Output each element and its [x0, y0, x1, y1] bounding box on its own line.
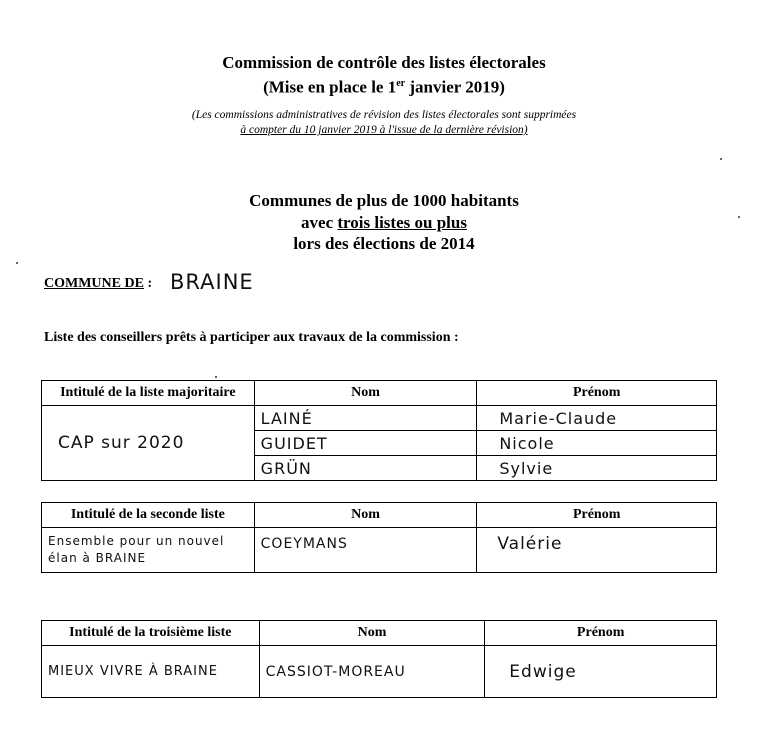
- nom-cell: CASSIOT-MOREAU: [259, 646, 485, 698]
- prenom-cell: Marie-Claude: [477, 406, 717, 431]
- table-heading: Intitulé de la seconde liste: [42, 503, 255, 528]
- list-name-cell: MIEUX VIVRE À BRAINE: [42, 646, 260, 698]
- table-second-list: [41, 502, 717, 573]
- commune-value: BRAINE: [170, 270, 254, 294]
- subtitle-line-2: avec trois listes ou plus: [301, 213, 467, 232]
- nom-cell: COEYMANS: [254, 528, 477, 573]
- nom-cell: GUIDET: [254, 431, 477, 456]
- table-third-list: [41, 620, 717, 698]
- table-heading: Intitulé de la troisième liste: [42, 621, 260, 646]
- scan-speck: [720, 158, 722, 160]
- column-nom: Nom: [259, 621, 485, 646]
- table-heading: Intitulé de la liste majoritaire: [42, 381, 255, 406]
- note-line-2: à compter du 10 janvier 2019 à l'issue de la dernière révision): [240, 124, 528, 136]
- nom-cell: GRÜN: [254, 456, 477, 481]
- title-line-1: Commission de contrôle des listes électorales: [222, 53, 546, 72]
- scan-speck: [215, 376, 217, 378]
- scan-speck: [738, 216, 740, 218]
- prenom-cell: Edwige: [485, 646, 717, 698]
- intro-text: Liste des conseillers prêts à participer aux travaux de la commission :: [44, 330, 459, 345]
- subtitle-line-3: lors des élections de 2014: [293, 234, 475, 253]
- column-prenom: Prénom: [477, 503, 717, 528]
- prenom-cell: Sylvie: [477, 456, 717, 481]
- prenom-cell: Valérie: [477, 528, 717, 573]
- column-prenom: Prénom: [477, 381, 717, 406]
- column-nom: Nom: [254, 503, 477, 528]
- column-nom: Nom: [254, 381, 477, 406]
- nom-cell: LAINÉ: [254, 406, 477, 431]
- table-majority-list: [41, 380, 717, 481]
- commune-label: COMMUNE DE :: [44, 276, 153, 291]
- prenom-cell: Nicole: [477, 431, 717, 456]
- scan-speck: [16, 262, 18, 264]
- column-prenom: Prénom: [485, 621, 717, 646]
- subtitle-line-1: Communes de plus de 1000 habitants: [249, 191, 519, 210]
- note-line-1: (Les commissions administratives de révision des listes électorales sont supprimées: [191, 109, 577, 121]
- list-name-cell: Ensemble pour un nouvel élan à BRAINE: [42, 528, 255, 573]
- title-line-2: (Mise en place le 1er janvier 2019): [263, 77, 505, 97]
- list-name-cell: CAP sur 2020: [42, 406, 255, 481]
